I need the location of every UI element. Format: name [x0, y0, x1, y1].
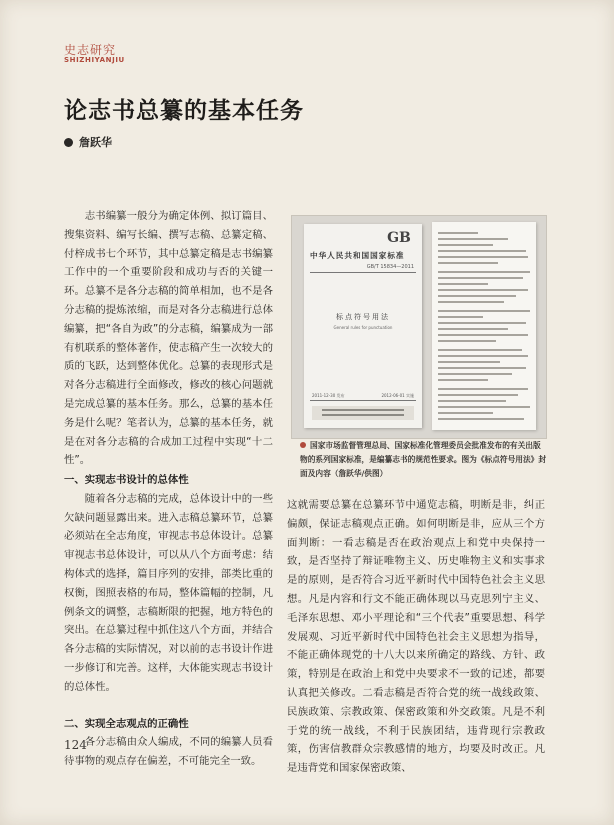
photo-figure [291, 215, 547, 439]
content-text-line [438, 262, 498, 264]
content-text-line [438, 355, 528, 357]
content-text-line [438, 412, 493, 414]
content-text-line [438, 232, 478, 234]
section-heading: 一、实现志书设计的总体性 [64, 474, 189, 486]
content-text-line [438, 373, 512, 375]
section-paragraph: 各分志稿由众人编成，不同的编纂人员看待事物的观点存在偏差，不可能完全一致。 [64, 736, 273, 768]
right-column [287, 496, 545, 778]
left-column-sections [64, 471, 273, 771]
column-label-pinyin: SHIZHIYANJIU [64, 56, 125, 64]
cover-standard-title: 中华人民共和国国家标准 [310, 251, 405, 260]
content-text-line [438, 283, 488, 285]
standard-content-page-image [432, 222, 536, 430]
content-text-line [438, 379, 488, 381]
article-title: 论志书总纂的基本任务 [64, 97, 304, 124]
intro-column [64, 207, 273, 470]
cover-standard-number: GB/T 15834—2011 [366, 264, 414, 270]
caption-bullet-icon [300, 442, 306, 448]
content-text-line [438, 316, 483, 318]
intro-paragraph: 志书编纂一般分为确定体例、拟订篇目、搜集资料、编写长编、撰写志稿、总纂定稿、付梓成书七个环节，其中总纂定稿是志书编纂工作中的一个重要阶段和成功与否的关键一环。总纂不是各分志稿的简单相加，也不是各分志稿的提炼浓缩，而是对各分志稿进行总体编纂，把“各自为政”的分志稿，编纂成为一部有机联系的整体著作，使志稿产生一次较大的质的飞跃，达到整体优化。总纂的表现形式是对各分志稿进行全面修改，修改的核心问题就是完成总纂的基本任务。那么，总纂的基本任务是什么呢？笔者认为，总纂的基本任务，就是在对各分志稿的合成加工过程中实现“十二性”。 [64, 210, 273, 467]
page-number: 124 [64, 738, 87, 752]
content-text-line [438, 367, 526, 369]
content-text-line [438, 322, 526, 324]
content-text-line [438, 361, 500, 363]
gb-logo: GB [387, 230, 411, 246]
content-text-line [438, 349, 522, 351]
cover-dates [312, 393, 414, 399]
content-text-line [438, 238, 508, 240]
figure-caption [300, 439, 546, 481]
content-text-line [438, 400, 506, 402]
cover-english-name: General rules for punctuation [333, 325, 393, 330]
column-label: 史志研究 [64, 43, 117, 57]
caption-text: 国家市场监督管理总局、国家标准化管理委员会批准发布的有关出版物的系列国家标准，是编纂志书的规范性要求。图为《标点符号用法》封面及内容（詹跃华/供图） [300, 441, 547, 478]
body-paragraph: 这就需要总纂在总纂环节中通览志稿，明断是非，纠正偏颇，保证志稿观点正确。如何明断是非，应从三个方面判断：一看志稿是否在政治观点上和党中央保持一致，是否坚持了辩证唯物主义、历史唯物主义和实事求是的原则，是否符合习近平新时代中国特色社会主义思想。凡是内容和行文不能正确体现以马克思列宁主义、毛泽东思想、邓小平理论和“三个代表”重要思想、科学发展观、习近平新时代中国特色社会主义思想为指导，不能正确体现党的十八大以来所确定的路线、方针、政策，特别是在政治上和党中央要求不一致的记述，都要认真把关修改。二看志稿是否符合党的统一战线政策、民族政策、宗教政策、保密政策和外交政策。凡是不利于党的统一战线，不利于民族团结，违背现行宗教政策，伤害信教群众宗教感情的地方，均要及时改正。凡是违背党和国家保密政策、 [287, 499, 545, 775]
content-text-line [438, 256, 528, 258]
content-text-line [438, 295, 516, 297]
cover-divider [310, 400, 416, 401]
cover-issuer-block [312, 406, 414, 420]
content-text-line [438, 244, 493, 246]
content-text-line [438, 334, 528, 336]
bullet-icon [64, 138, 73, 147]
author-line [64, 134, 112, 150]
content-text-line [438, 328, 508, 330]
cover-date-effective: 2012-06-01 实施 [381, 393, 414, 398]
content-text-line [438, 289, 528, 291]
content-text-line [438, 277, 523, 279]
content-text-line [438, 388, 528, 390]
cover-divider [310, 272, 416, 273]
cover-date-issued: 2011-12-30 发布 [312, 393, 345, 398]
standard-cover-image [304, 224, 422, 428]
content-text-line [438, 250, 526, 252]
content-text-line [438, 394, 518, 396]
content-text-line [438, 418, 524, 420]
content-text-line [438, 301, 504, 303]
section-paragraph: 随着各分志稿的完成，总体设计中的一些欠缺问题显露出来。进入志稿总纂环节，总纂必须站在全志角度，审视志书总体设计。总纂审视志书总体设计，可以从八个方面考虑：结构体式的选择，篇目序列的安排，部类比重的权衡，图照表格的布局，整体篇幅的控制，凡例条文的调整，志稿断限的把握，地方特色的突出。在总纂过程中抓住这八个方面，并结合各分志稿的实际情况，对以前的志书设计作进一步修订和完善。这样，大体能实现志书设计的总体性。 [64, 492, 273, 693]
content-text-line [438, 310, 530, 312]
author-name: 詹跃华 [79, 136, 112, 149]
content-text-line [438, 406, 530, 408]
content-text-line [438, 340, 496, 342]
cover-standard-name: 标点符号用法 [336, 313, 390, 321]
content-text-line [438, 271, 530, 273]
section-heading: 二、实现全志观点的正确性 [64, 717, 189, 730]
